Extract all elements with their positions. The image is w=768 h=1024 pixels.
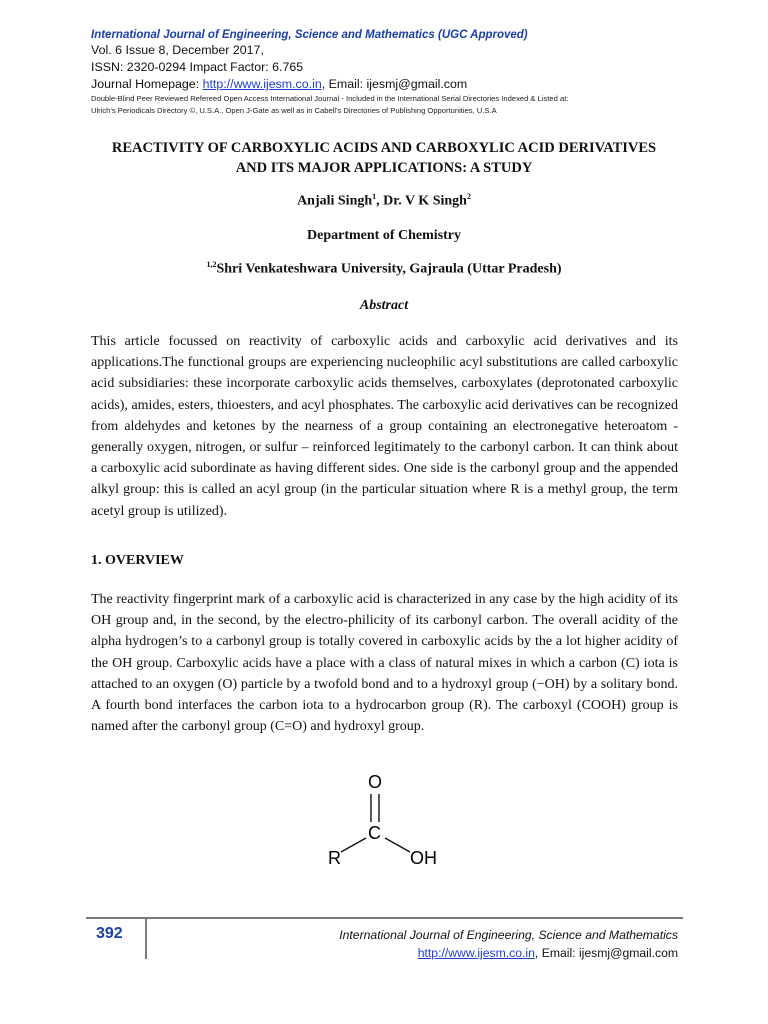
- author-1-affiliation: 1: [372, 192, 377, 201]
- page-number: 392: [96, 925, 123, 942]
- author-1: Anjali Singh: [297, 193, 373, 209]
- oh-bond: [385, 838, 410, 852]
- author-separator: ,: [376, 193, 384, 209]
- overview-body: The reactivity fingerprint mark of a carboxylic acid is characterized in any case by the high acidity of its OH group and, in the second, by the electro-philicity of its carbonyl carbon. The overall acidity of the alpha hydrogen’s to a carbonyl group is totally covered in carboxylic acids by the a lot higher acidity of the OH group. Carboxylic acids have a place with a class of natural mixes in which a carbon (C) iota is attached to an oxygen (O) particle by a twofold bond and to a hydroxyl group (−OH) by a solitary bond. A fourth bond interfaces the carbon iota to a hydrocarbon group (R). The carboxyl (COOH) group is named after the carbonyl group (C=O) and hydroxyl group.: [91, 592, 678, 735]
- abstract-body: This article focussed on reactivity of carboxylic acids and carboxylic acid derivatives and its applications.The functional groups are experiencing nucleophilic acyl substitutions are called carboxylic acid subsidiaries: these incorporate carboxylic acids themselves, carboxylates (deprotonated carboxylic acids), amides, esters, thioesters, and acyl phosphates. The carboxylic acid derivatives can be recognized from aldehydes and ketones by the nearness of a group containing an electronegative heteroatom - generally oxygen, nitrogen, or sulfur – reinforced legitimately to the carbonyl carbon. It can think about a carboxylic acid subordinate as having different sides. One side is the carbonyl group and the appended alkyl group: this is called an acyl group (in the particular situation where R is a methyl group, the term acetyl group is utilized).: [91, 334, 678, 519]
- university: [0, 260, 768, 278]
- overview-heading: 1. OVERVIEW: [91, 553, 184, 568]
- authors: [0, 192, 768, 210]
- structure-o-label: O: [368, 772, 383, 792]
- university-name: Shri Venkateshwara University, Gajraula (Uttar Pradesh): [216, 261, 562, 277]
- structure-r-label: R: [328, 848, 341, 868]
- homepage-line: [91, 76, 691, 93]
- university-affiliation: 1,2: [206, 260, 217, 269]
- journal-header: [91, 28, 691, 117]
- footer-journal-info: [300, 926, 678, 962]
- issn-line: ISSN: 2320-0294 Impact Factor: 6.765: [91, 60, 304, 74]
- structure-c-label: C: [368, 823, 381, 843]
- homepage-label: Journal Homepage:: [91, 77, 203, 91]
- structure-oh-label: OH: [410, 848, 437, 868]
- department: Department of Chemistry: [307, 228, 461, 243]
- footer-email: , Email: ijesmj@gmail.com: [534, 946, 678, 960]
- abstract-heading: Abstract: [359, 298, 409, 313]
- volume-line: Vol. 6 Issue 8, December 2017,: [91, 43, 264, 57]
- author-2: Dr. V K Singh: [383, 193, 467, 209]
- footer-url-link[interactable]: http://www.ijesm.co.in: [417, 946, 535, 960]
- footer-divider: [86, 917, 683, 919]
- homepage-link[interactable]: http://www.ijesm.co.in: [202, 77, 322, 91]
- footer-journal-title: International Journal of Engineering, Science and Mathematics: [339, 928, 678, 942]
- indexing-line-1: Double-Blind Peer Reviewed Refereed Open Access International Journal - Included in the International Serial Directories Indexed & Listed at:: [91, 94, 569, 103]
- author-2-affiliation: 2: [466, 192, 471, 201]
- email-label: , Email: ijesmj@gmail.com: [321, 77, 468, 91]
- footer-contact: [300, 944, 678, 962]
- paper-title-line-2: AND ITS MAJOR APPLICATIONS: A STUDY: [235, 160, 533, 176]
- paper-title: [60, 138, 708, 178]
- journal-title: International Journal of Engineering, Science and Mathematics (UGC Approved): [91, 29, 528, 41]
- r-bond: [341, 838, 366, 852]
- indexing-line-2: Ulrich's Periodicals Directory ©, U.S.A., Open J-Gate as well as in Cabell's Directories of Publishing Opportunities, U.S.A: [91, 106, 497, 115]
- paper-title-line-1: REACTIVITY OF CARBOXYLIC ACIDS AND CARBOXYLIC ACID DERIVATIVES: [111, 140, 657, 156]
- footer-vertical-divider: [145, 919, 147, 959]
- carboxylic-acid-structure: [310, 760, 460, 880]
